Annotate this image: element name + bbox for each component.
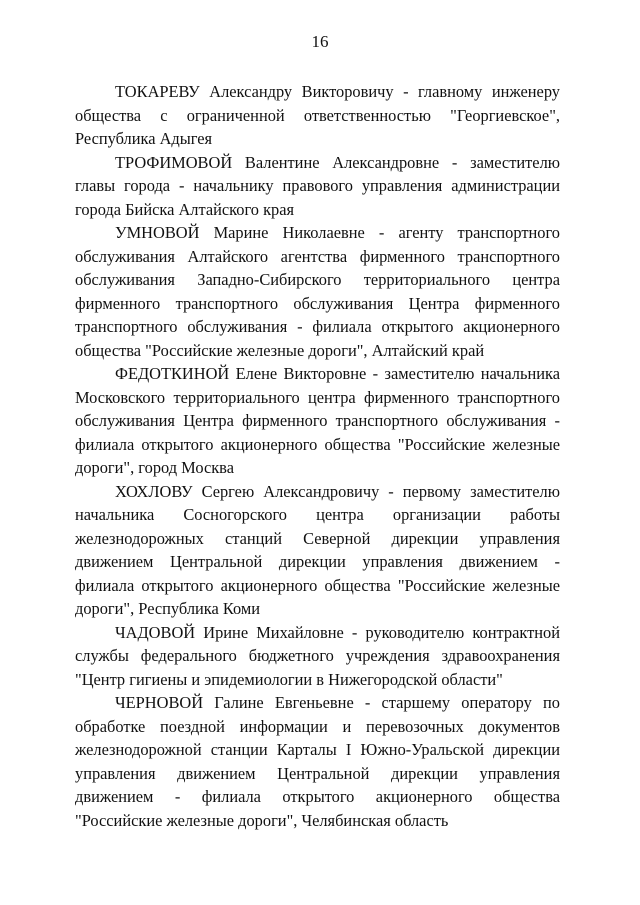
award-entry-tokarev: ТОКАРЕВУ Александру Викторовичу - главному инженеру общества с ограниченной ответственностью "Георгиевское", Республика Адыгея — [75, 82, 560, 148]
award-list — [75, 80, 560, 832]
page-number: 16 — [311, 32, 329, 51]
award-entry-khokhlov: ХОХЛОВУ Сергею Александровичу - первому заместителю начальника Сосногорского центра организации работы железнодорожных станций Северной дирекции управления движением Центральной дирекции управления движением - филиала открытого акционерного общества "Российские железные дороги", Республика Коми — [75, 481, 560, 618]
award-entry-chernova: ЧЕРНОВОЙ Галине Евгеньевне - старшему оператору по обработке поездной информации и перевозочных документов железнодорожной станции Карталы I Южно-Уральской дирекции управления движением Центральной дирекции управления движением - филиала открытого акционерного общества "Российские железные дороги", Челябинская область — [75, 693, 560, 830]
award-entry-chadova: ЧАДОВОЙ Ирине Михайловне - руководителю контрактной службы федерального бюджетного учреждения здравоохранения "Центр гигиены и эпидемиологии в Нижегородской области" — [75, 622, 560, 689]
award-entry-fedotkina: ФЕДОТКИНОЙ Елене Викторовне - заместителю начальника Московского территориального центра фирменного транспортного обслуживания Центра фирменного транспортного обслуживания - филиала открытого акционерного общества "Российские железные дороги", город Москва — [75, 364, 560, 477]
award-entry-umnova: УМНОВОЙ Марине Николаевне - агенту транспортного обслуживания Алтайского агентства фирменного транспортного обслуживания Западно-Сибирского территориального центра фирменного транспортного обслуживания Центра фирменного транспортного обслуживания - филиала открытого акционерного общества "Российские железные дороги", Алтайский край — [75, 223, 560, 360]
award-entry-trofimova: ТРОФИМОВОЙ Валентине Александровне - заместителю главы города - начальнику правового управления администрации города Бийска Алтайского края — [75, 152, 560, 219]
